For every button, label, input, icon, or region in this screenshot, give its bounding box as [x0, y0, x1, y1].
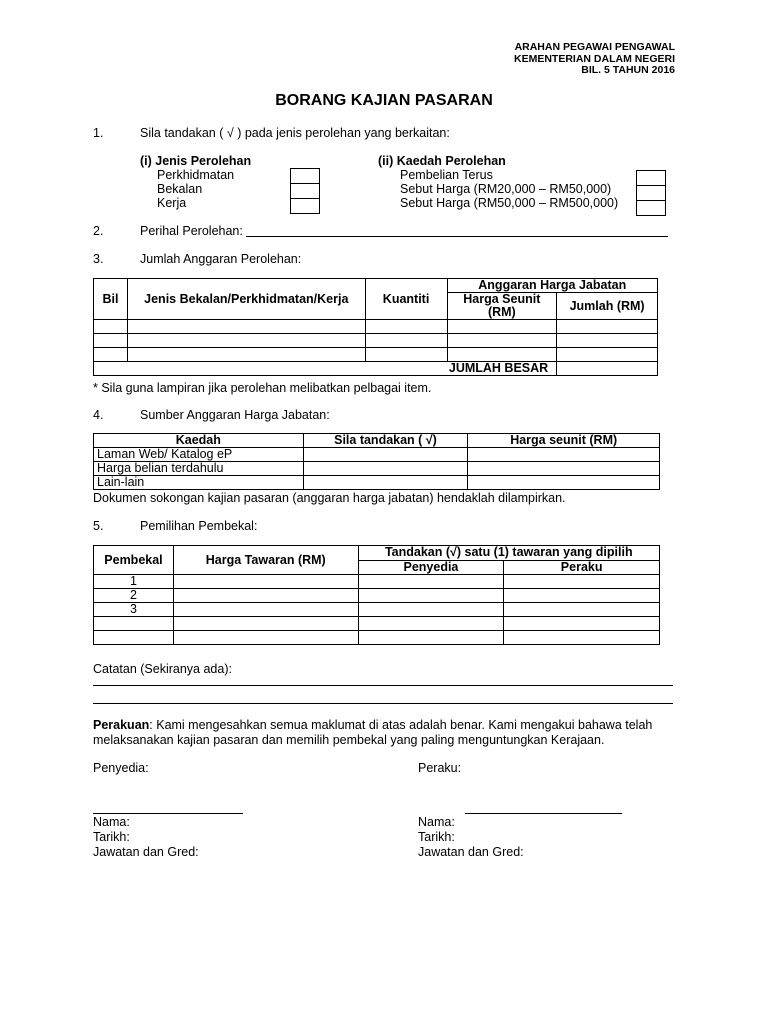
- jenis-option-label: Perkhidmatan: [157, 168, 235, 182]
- sumber-anggaran-label: Sumber Anggaran Harga Jabatan:: [140, 408, 330, 422]
- col-header-penyedia: Penyedia: [358, 560, 504, 575]
- section-2-number: 2.: [93, 224, 104, 238]
- tandakan-cell[interactable]: [303, 448, 468, 462]
- table-cell[interactable]: [358, 589, 504, 603]
- table-cell[interactable]: [358, 575, 504, 589]
- jumlah-anggaran-label: Jumlah Anggaran Perolehan:: [140, 252, 302, 266]
- dokumen-sokongan-note: Dokumen sokongan kajian pasaran (anggaran harga jabatan) hendaklah dilampirkan.: [93, 491, 566, 505]
- jenis-kerja-checkbox[interactable]: [290, 198, 320, 214]
- perakuan-statement: [93, 718, 683, 748]
- section-1-instruction: Sila tandakan ( √ ) pada jenis perolehan yang berkaitan:: [140, 126, 450, 140]
- col-header-pembekal: Pembekal: [94, 546, 174, 575]
- table-cell[interactable]: [504, 589, 660, 603]
- kaedah-pembelian-terus-checkbox[interactable]: [636, 170, 666, 186]
- kaedah-label: Lain-lain: [94, 476, 304, 490]
- harga-cell[interactable]: [468, 476, 660, 490]
- perakuan-label: Perakuan: [93, 718, 150, 732]
- col-header-jenis: Jenis Bekalan/Perkhidmatan/Kerja: [127, 279, 365, 320]
- table-row: [94, 448, 660, 462]
- jumlah-besar-value[interactable]: [557, 362, 658, 376]
- col-header-kaedah: Kaedah: [94, 434, 304, 448]
- table-cell[interactable]: [365, 334, 447, 348]
- table-cell[interactable]: [94, 348, 128, 362]
- table-row: [94, 575, 660, 589]
- peraku-tarikh-label: Tarikh:: [418, 830, 455, 844]
- table-cell[interactable]: [358, 617, 504, 631]
- header-line-3: BIL. 5 TAHUN 2016: [581, 64, 675, 76]
- pembekal-number: 3: [94, 603, 174, 617]
- table-cell[interactable]: [173, 631, 358, 645]
- peraku-label: Peraku:: [418, 761, 462, 775]
- table-row: [94, 476, 660, 490]
- penyedia-tarikh-label: Tarikh:: [93, 830, 130, 844]
- penyedia-label: Penyedia:: [93, 761, 149, 775]
- kaedah-option-label: Sebut Harga (RM50,000 – RM500,000): [400, 196, 619, 210]
- table-row: [94, 320, 658, 334]
- table-cell[interactable]: [504, 631, 660, 645]
- col-header-harga-seunit: Harga seunit (RM): [468, 434, 660, 448]
- table-row: [94, 589, 660, 603]
- pembekal-number: 2: [94, 589, 174, 603]
- table-cell[interactable]: [358, 603, 504, 617]
- section-3-number: 3.: [93, 252, 104, 266]
- pembekal-number: 1: [94, 575, 174, 589]
- perihal-perolehan-label: Perihal Perolehan:: [140, 224, 243, 238]
- col-header-jumlah: Jumlah (RM): [557, 293, 658, 320]
- jenis-option-label: Bekalan: [157, 182, 203, 196]
- jenis-option-label: Kerja: [157, 196, 187, 210]
- jenis-bekalan-checkbox[interactable]: [290, 183, 320, 199]
- penyedia-jawatan-label: Jawatan dan Gred:: [93, 845, 199, 859]
- col-header-harga-tawaran: Harga Tawaran (RM): [173, 546, 358, 575]
- document-header: [514, 42, 675, 77]
- lampiran-note: * Sila guna lampiran jika perolehan melibatkan pelbagai item.: [93, 381, 432, 395]
- peraku-jawatan-label: Jawatan dan Gred:: [418, 845, 524, 859]
- header-line-1: ARAHAN PEGAWAI PENGAWAL: [514, 41, 675, 53]
- table-cell[interactable]: [127, 348, 365, 362]
- tandakan-cell[interactable]: [303, 476, 468, 490]
- catatan-label: Catatan (Sekiranya ada):: [93, 662, 232, 676]
- table-cell[interactable]: [557, 348, 658, 362]
- table-cell[interactable]: [94, 320, 128, 334]
- table-cell[interactable]: [504, 603, 660, 617]
- form-title: BORANG KAJIAN PASARAN: [275, 92, 493, 109]
- section-5-number: 5.: [93, 519, 104, 533]
- pembekal-table: [93, 545, 660, 645]
- table-cell[interactable]: [127, 320, 365, 334]
- table-cell[interactable]: [173, 575, 358, 589]
- col-header-harga-seunit: Harga Seunit (RM): [447, 293, 557, 320]
- table-cell[interactable]: [504, 575, 660, 589]
- peraku-signature-line[interactable]: [465, 803, 622, 814]
- table-cell[interactable]: [365, 320, 447, 334]
- harga-cell[interactable]: [468, 448, 660, 462]
- kaedah-sebut-harga-1-checkbox[interactable]: [636, 185, 666, 201]
- perakuan-text: : Kami mengesahkan semua maklumat di atas adalah benar. Kami mengakui bahawa telah melaksanakan kajian pasaran dan memilih pembekal yang paling menguntungkan Kerajaan.: [93, 718, 653, 747]
- penyedia-nama-label: Nama:: [93, 815, 130, 829]
- jumlah-besar-label: JUMLAH BESAR: [94, 362, 557, 376]
- header-line-2: KEMENTERIAN DALAM NEGERI: [513, 52, 675, 65]
- catatan-line-2[interactable]: [93, 693, 673, 704]
- table-cell[interactable]: [173, 603, 358, 617]
- kaedah-label: Laman Web/ Katalog eP: [94, 448, 304, 462]
- kaedah-option-label: Sebut Harga (RM20,000 – RM50,000): [400, 182, 612, 196]
- section-4-number: 4.: [93, 408, 104, 422]
- tandakan-cell[interactable]: [303, 462, 468, 476]
- pemilihan-pembekal-label: Pemilihan Pembekal:: [140, 519, 258, 533]
- penyedia-details: [93, 815, 199, 860]
- col-header-bil: Bil: [94, 279, 128, 320]
- jenis-perkhidmatan-checkbox[interactable]: [290, 168, 320, 184]
- col-header-tandakan: Tandakan (√) satu (1) tawaran yang dipilih: [358, 546, 659, 561]
- table-cell[interactable]: [504, 617, 660, 631]
- table-cell[interactable]: [173, 589, 358, 603]
- kaedah-perolehan-title: (ii) Kaedah Perolehan: [378, 154, 506, 168]
- pembekal-number: [94, 617, 174, 631]
- table-cell[interactable]: [94, 334, 128, 348]
- table-row: [94, 462, 660, 476]
- anggaran-table: [93, 278, 658, 376]
- table-row: [94, 334, 658, 348]
- table-row: [94, 348, 658, 362]
- section-1-number: 1.: [93, 126, 104, 140]
- table-cell[interactable]: [447, 320, 557, 334]
- table-row: [94, 362, 658, 376]
- col-header-tandakan: Sila tandakan ( √): [303, 434, 468, 448]
- table-row: [94, 603, 660, 617]
- penyedia-signature-line[interactable]: [93, 803, 243, 814]
- table-cell[interactable]: [173, 617, 358, 631]
- kaedah-label: Harga belian terdahulu: [94, 462, 304, 476]
- kaedah-option-label: Pembelian Terus: [400, 168, 493, 182]
- col-header-kuantiti: Kuantiti: [365, 279, 447, 320]
- table-cell[interactable]: [557, 320, 658, 334]
- table-cell[interactable]: [447, 348, 557, 362]
- pembekal-number: [94, 631, 174, 645]
- table-cell[interactable]: [127, 334, 365, 348]
- jenis-perolehan-title: (i) Jenis Perolehan: [140, 154, 252, 168]
- table-row: [94, 617, 660, 631]
- table-cell[interactable]: [365, 348, 447, 362]
- col-header-peraku: Peraku: [504, 560, 660, 575]
- catatan-line-1[interactable]: [93, 675, 673, 686]
- perihal-perolehan-field[interactable]: [246, 223, 668, 237]
- kaedah-sebut-harga-2-checkbox[interactable]: [636, 200, 666, 216]
- table-cell[interactable]: [557, 334, 658, 348]
- sumber-table: [93, 433, 660, 490]
- table-cell[interactable]: [358, 631, 504, 645]
- table-row: [94, 631, 660, 645]
- col-header-anggaran: Anggaran Harga Jabatan: [447, 279, 658, 293]
- harga-cell[interactable]: [468, 462, 660, 476]
- peraku-nama-label: Nama:: [418, 815, 455, 829]
- table-cell[interactable]: [447, 334, 557, 348]
- peraku-details: [418, 815, 524, 860]
